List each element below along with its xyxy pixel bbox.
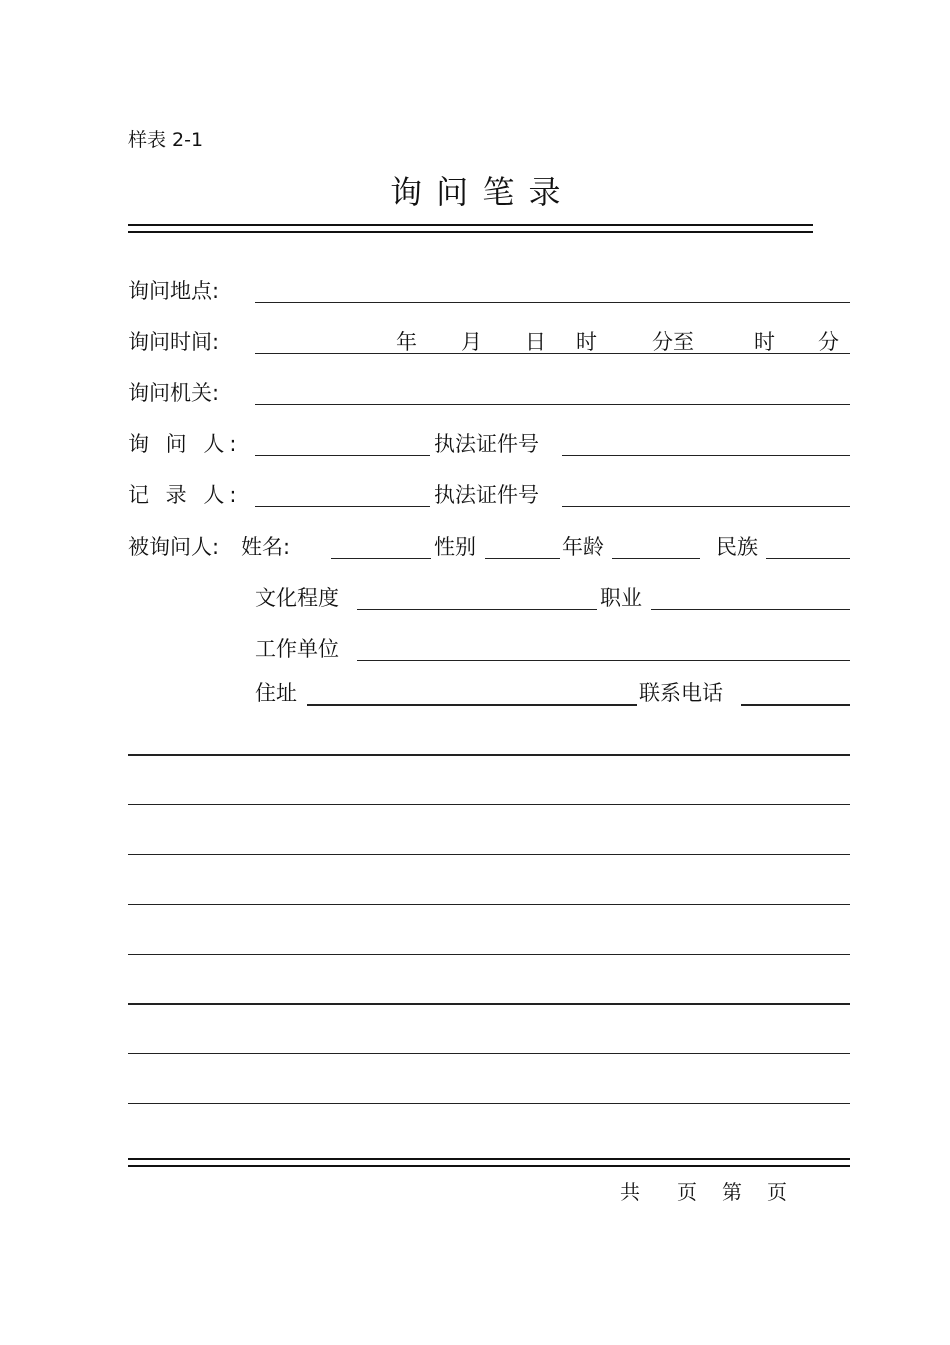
time-minute2-unit: 分	[818, 330, 839, 354]
time-minute-to-unit: 分至	[652, 330, 694, 354]
title-double-rule	[128, 224, 813, 233]
recorder-cert-label: 执法证件号	[434, 483, 539, 507]
writing-line[interactable]	[128, 904, 850, 905]
location-field[interactable]	[255, 302, 850, 303]
education-label: 文化程度	[255, 586, 339, 610]
footer-total: 共	[620, 1180, 640, 1204]
time-year-unit: 年	[396, 330, 417, 354]
footer-pages-unit: 页	[677, 1180, 697, 1204]
name-label: 姓名:	[241, 535, 291, 559]
writing-line[interactable]	[128, 1053, 850, 1054]
occupation-label: 职业	[600, 586, 642, 610]
ethnicity-label: 民族	[716, 535, 758, 559]
time-label: 询问时间:	[128, 330, 220, 354]
ethnicity-field[interactable]	[766, 558, 850, 559]
footer-page-unit: 页	[767, 1180, 787, 1204]
recorder-label: 记 录 人:	[128, 483, 242, 507]
writing-line[interactable]	[128, 954, 850, 955]
form-code: 样表 2-1	[128, 129, 204, 151]
time-day-unit: 日	[525, 330, 546, 354]
writing-line[interactable]	[128, 754, 850, 756]
writing-line[interactable]	[128, 1003, 850, 1005]
writing-line[interactable]	[128, 854, 850, 855]
location-label: 询问地点:	[128, 279, 220, 303]
address-label: 住址	[255, 681, 297, 705]
education-field[interactable]	[357, 609, 597, 610]
writing-line[interactable]	[128, 804, 850, 805]
bottom-double-rule	[128, 1158, 850, 1167]
interviewer-label: 询 问 人:	[128, 432, 242, 456]
age-field[interactable]	[612, 558, 700, 559]
workplace-label: 工作单位	[255, 637, 339, 661]
phone-label: 联系电话	[639, 681, 723, 705]
page-title: 询 问 笔 录	[390, 173, 563, 211]
interviewee-label: 被询问人:	[128, 535, 220, 559]
interviewer-cert-field[interactable]	[562, 455, 850, 456]
phone-field[interactable]	[741, 704, 850, 706]
interviewer-cert-label: 执法证件号	[434, 432, 539, 456]
gender-field[interactable]	[485, 558, 560, 559]
gender-label: 性别	[434, 535, 476, 559]
footer-page-no: 第	[722, 1180, 742, 1204]
address-field[interactable]	[307, 704, 637, 706]
writing-line[interactable]	[128, 1103, 850, 1104]
agency-field[interactable]	[255, 404, 850, 405]
time-hour2-unit: 时	[754, 330, 775, 354]
time-month-unit: 月	[461, 330, 482, 354]
agency-label: 询问机关:	[128, 381, 220, 405]
interviewer-field[interactable]	[255, 455, 430, 456]
name-field[interactable]	[331, 558, 431, 559]
time-hour-unit: 时	[576, 330, 597, 354]
recorder-field[interactable]	[255, 506, 430, 507]
recorder-cert-field[interactable]	[562, 506, 850, 507]
occupation-field[interactable]	[651, 609, 850, 610]
age-label: 年龄	[562, 535, 604, 559]
workplace-field[interactable]	[357, 660, 850, 661]
